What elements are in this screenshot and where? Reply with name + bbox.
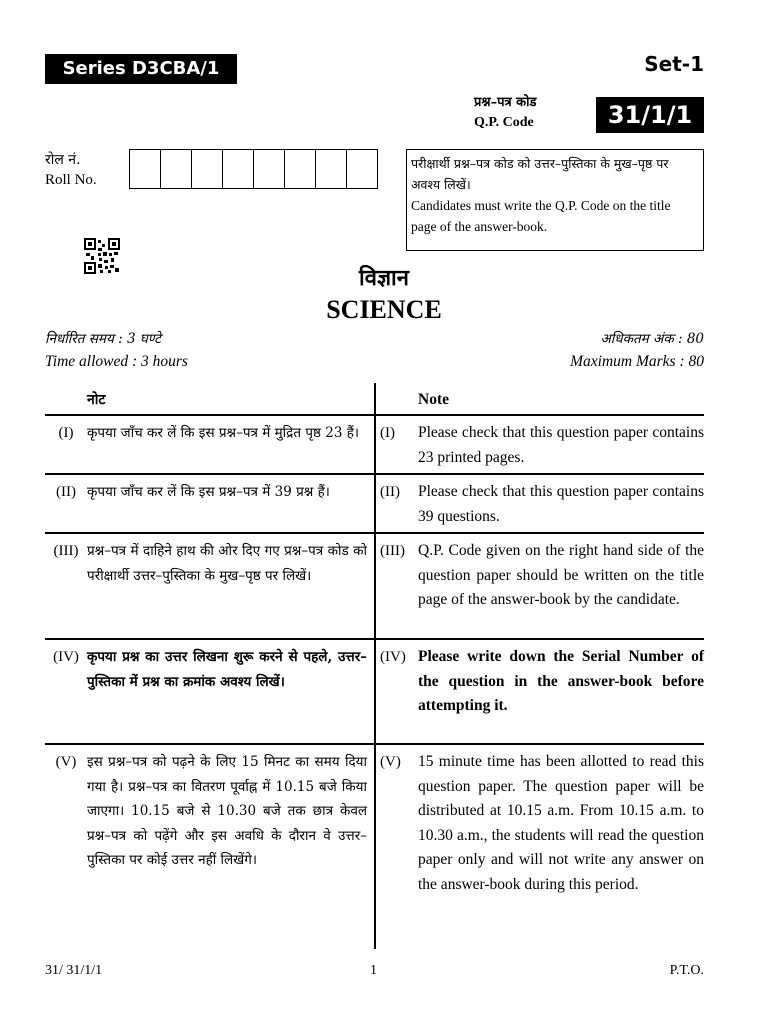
note-number: (III) <box>53 543 79 559</box>
candidate-notice-box <box>406 149 704 251</box>
row-divider <box>45 532 704 534</box>
roll-box[interactable] <box>129 149 161 189</box>
note-text-hindi: कृपया प्रश्न का उत्तर लिखना शुरू करने से पहले, उत्तर–पुस्तिका में प्रश्न का क्रमांक अवश्य लिखें। <box>87 649 367 690</box>
note-item <box>380 421 704 470</box>
row-divider <box>45 638 704 640</box>
roll-label-hindi: रोल नं. <box>45 152 81 168</box>
roll-box[interactable] <box>160 149 192 189</box>
qp-code-label: Q.P. Code <box>474 115 534 130</box>
series-label: Series D3CBA/1 <box>45 54 237 84</box>
pto-label: P.T.O. <box>669 963 704 978</box>
note-item-hindi <box>45 480 367 505</box>
note-item-hindi <box>45 539 367 588</box>
note-text: Q.P. Code given on the right hand side of the question paper should be written on the title page of the answer-book by the candidate. <box>418 542 704 608</box>
roll-label: Roll No. <box>45 172 97 188</box>
note-number: (III) <box>380 543 405 559</box>
roll-box[interactable] <box>222 149 254 189</box>
note-item-hindi <box>45 645 367 694</box>
note-number: (I) <box>58 425 74 441</box>
subject-title: SCIENCE <box>326 295 442 324</box>
page-number: 1 <box>370 963 377 978</box>
note-number: (IV) <box>380 649 406 665</box>
note-number: (IV) <box>53 649 79 665</box>
note-text-hindi: कृपया जाँच कर लें कि इस प्रश्न–पत्र में मुद्रित पृष्ठ 23 हैं। <box>87 425 359 441</box>
row-divider <box>45 743 704 745</box>
note-text-hindi: इस प्रश्न–पत्र को पढ़ने के लिए 15 मिनट का समय दिया गया है। प्रश्न–पत्र का वितरण पूर्वाह्न में 10.15 बजे किया जाएगा। 10.15 बजे से 10.30 बजे तक छात्र केवल प्रश्न–पत्र को पढ़ेंगे और इस अवधि के दौरान वे उत्तर–पुस्तिका पर कोई उत्तर नहीं लिखेंगे। <box>87 754 367 868</box>
note-text: 15 minute time has been allotted to read this question paper. The question paper will be distributed at 10.15 a.m. From 10.15 a.m. to 10.30 a.m., the students will read the question paper only and will not write any answer on the answer-book during this period. <box>418 753 704 893</box>
roll-box[interactable] <box>284 149 316 189</box>
qp-code-label-hindi: प्रश्न–पत्र कोड <box>474 95 537 110</box>
note-item <box>380 539 704 613</box>
notice-hindi: परीक्षार्थी प्रश्न–पत्र कोड को उत्तर–पुस्तिका के मुख–पृष्ठ पर अवश्य लिखें। <box>411 156 669 192</box>
note-item-hindi <box>45 421 367 446</box>
roll-box[interactable] <box>253 149 285 189</box>
qp-code-value: 31/1/1 <box>596 97 704 133</box>
time-allowed: Time allowed : 3 hours <box>45 353 188 370</box>
set-label: Set-1 <box>644 52 704 76</box>
roll-box[interactable] <box>191 149 223 189</box>
notice-english: Candidates must write the Q.P. Code on the title page of the answer-book. <box>411 198 671 234</box>
row-divider <box>45 473 704 475</box>
max-marks: Maximum Marks : 80 <box>570 353 704 370</box>
note-text: Please check that this question paper contains 23 printed pages. <box>418 424 704 466</box>
note-item-hindi <box>45 750 367 873</box>
note-number: (II) <box>380 484 400 500</box>
max-marks-hindi: अधिकतम अंक : 80 <box>600 331 704 347</box>
time-allowed-hindi: निर्धारित समय : 3 घण्टे <box>45 331 161 347</box>
note-text: Please check that this question paper contains 39 questions. <box>418 483 704 525</box>
note-head <box>380 388 704 413</box>
note-item <box>380 645 704 719</box>
column-divider <box>374 383 376 949</box>
note-text-hindi: प्रश्न–पत्र में दाहिने हाथ की ओर दिए गए प्रश्न–पत्र कोड को परीक्षार्थी उत्तर–पुस्तिका के मुख–पृष्ठ पर लिखें। <box>87 543 367 584</box>
roll-box[interactable] <box>315 149 347 189</box>
subject-title-hindi: विज्ञान <box>359 265 409 291</box>
footer-code: 31/ 31/1/1 <box>45 963 103 978</box>
note-number: (V) <box>380 754 401 770</box>
note-item <box>380 750 704 897</box>
row-divider <box>45 414 704 416</box>
note-number: (II) <box>56 484 76 500</box>
note-head-hindi <box>45 388 367 413</box>
note-number: (I) <box>380 425 395 441</box>
roll-number-boxes[interactable] <box>130 149 378 189</box>
note-text-hindi: कृपया जाँच कर लें कि इस प्रश्न–पत्र में 39 प्रश्न हैं। <box>87 484 330 500</box>
note-text: Please write down the Serial Number of the question in the answer-book before attempting it. <box>418 648 704 714</box>
note-number: (V) <box>55 754 77 770</box>
roll-box[interactable] <box>346 149 378 189</box>
note-item <box>380 480 704 529</box>
note-heading-hindi: नोट <box>87 392 106 408</box>
note-heading: Note <box>418 391 449 408</box>
